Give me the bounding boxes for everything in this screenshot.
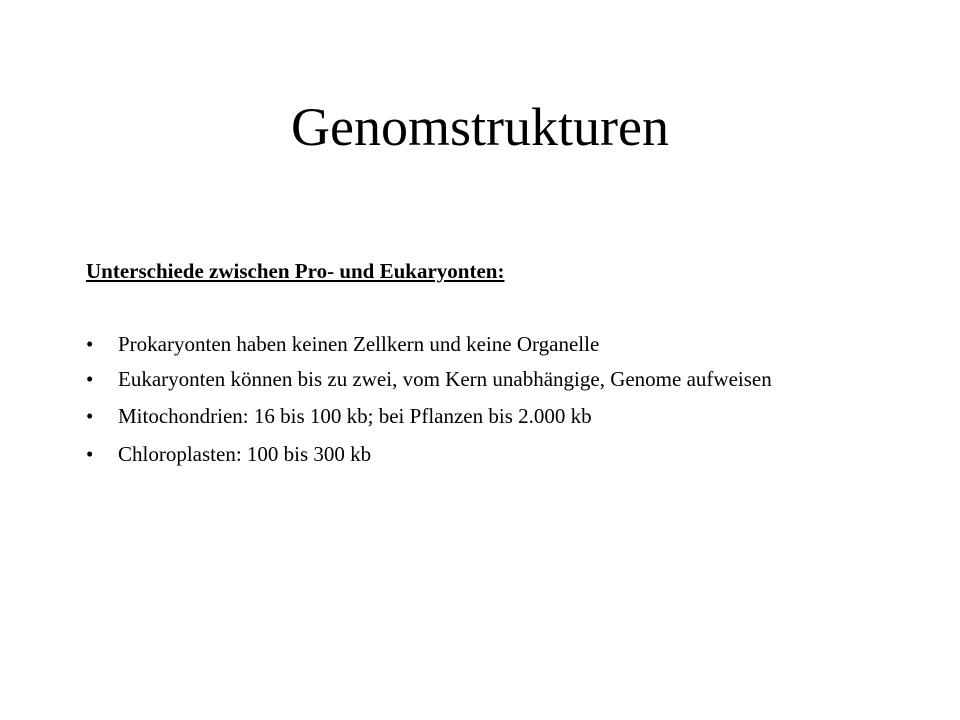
bullet-item bbox=[86, 440, 866, 468]
slide-title: Genomstrukturen bbox=[291, 97, 669, 157]
bullet-item bbox=[86, 402, 866, 430]
bullet-text: Mitochondrien: 16 bis 100 kb; bei Pflanzen bis 2.000 kb bbox=[118, 404, 592, 428]
bullet-icon: • bbox=[86, 332, 94, 356]
bullet-list bbox=[86, 330, 866, 476]
bullet-icon: • bbox=[86, 367, 94, 391]
bullet-icon: • bbox=[86, 404, 94, 428]
bullet-text: Prokaryonten haben keinen Zellkern und keine Organelle bbox=[118, 332, 600, 356]
bullet-icon: • bbox=[86, 442, 94, 466]
bullet-item bbox=[86, 365, 866, 393]
slide-subtitle: Unterschiede zwischen Pro- und Eukaryonten: bbox=[86, 259, 505, 283]
bullet-item bbox=[86, 330, 866, 358]
bullet-text: Eukaryonten können bis zu zwei, vom Kern unabhängige, Genome aufweisen bbox=[118, 367, 772, 391]
bullet-text: Chloroplasten: 100 bis 300 kb bbox=[118, 442, 372, 466]
